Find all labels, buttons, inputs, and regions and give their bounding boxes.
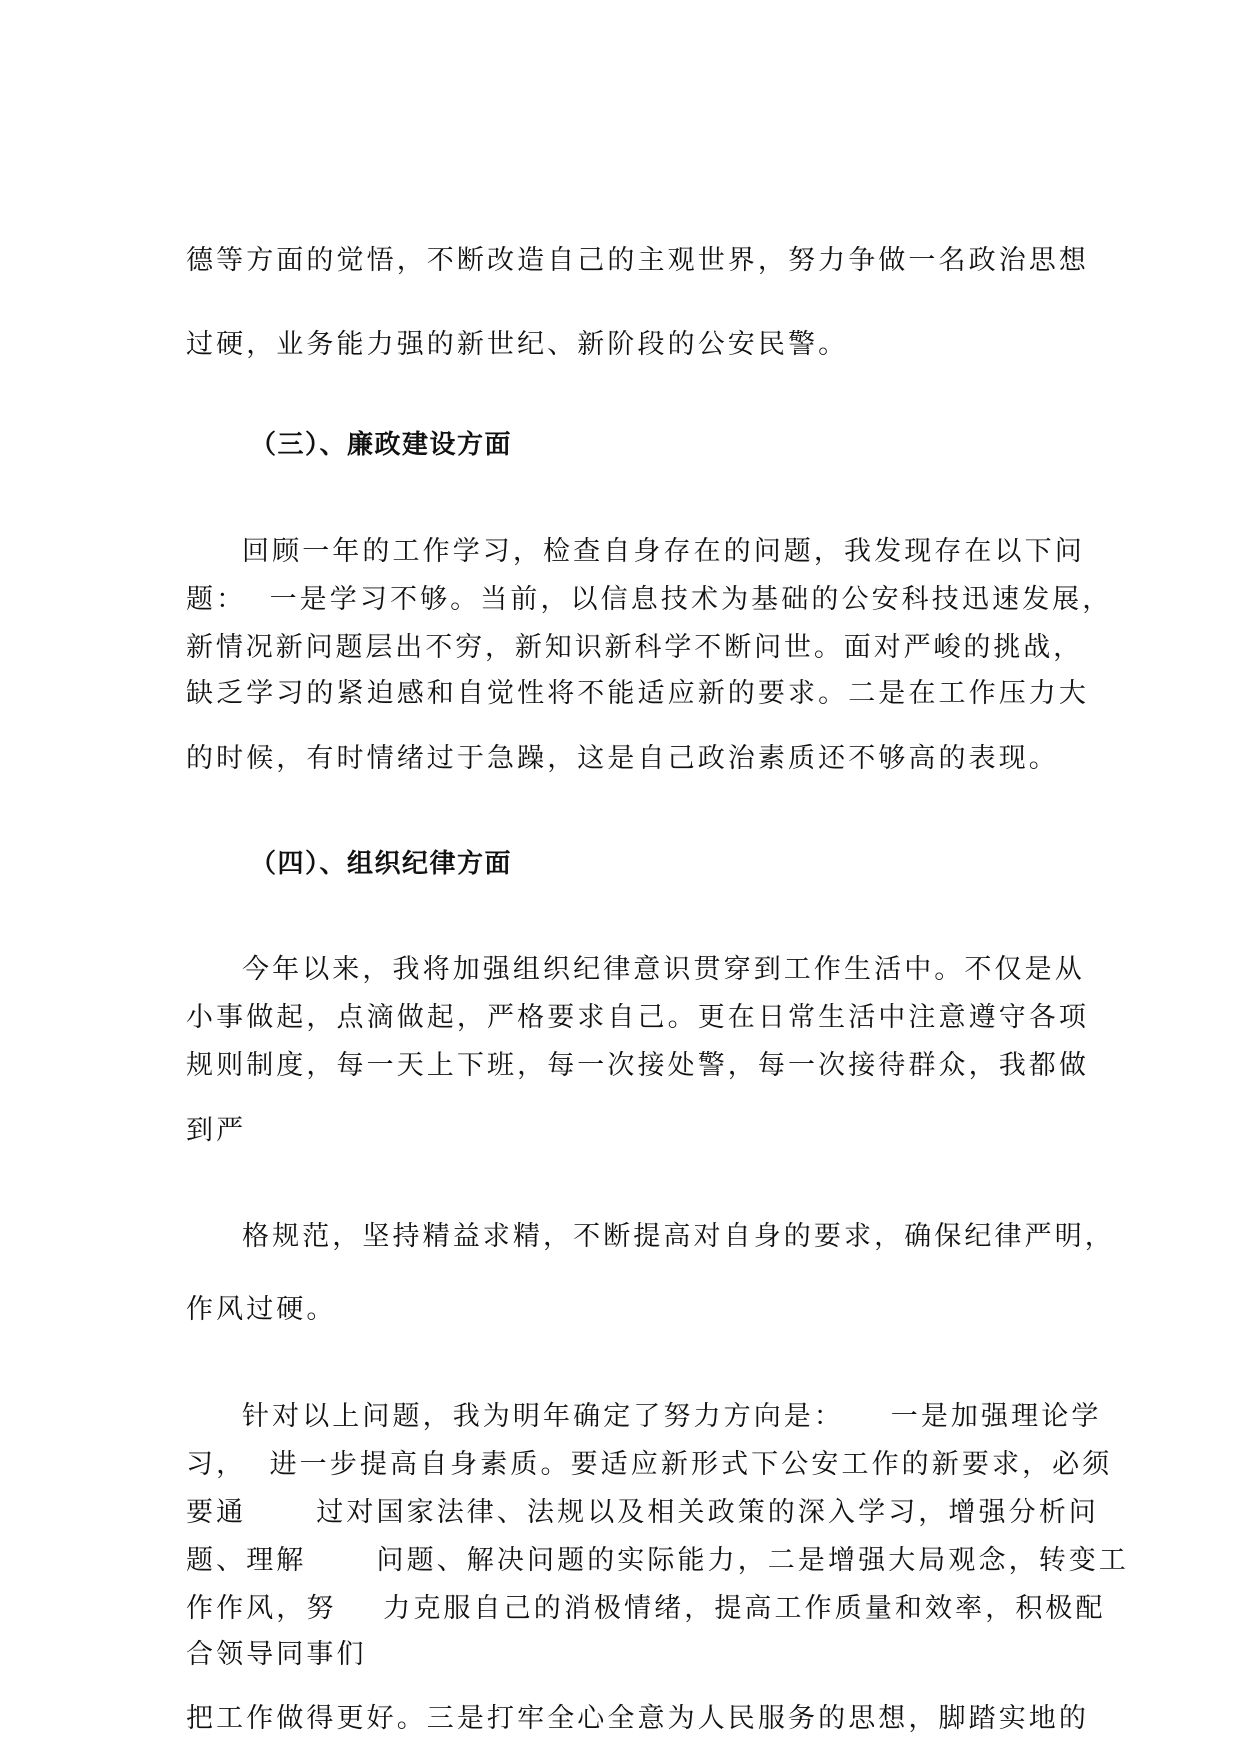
body-line: 题： 一是学习不够。当前，以信息技术为基础的公安科技迅速发展， (186, 584, 1113, 615)
body-line: 小事做起，点滴做起，严格要求自己。更在日常生活中注意遵守各项 (186, 1002, 1089, 1033)
body-line: 缺乏学习的紧迫感和自觉性将不能适应新的要求。二是在工作压力大 (186, 678, 1089, 709)
body-line: 习， 进一步提高自身素质。要适应新形式下公安工作的新要求，必须 (186, 1449, 1113, 1480)
paragraph-first-line: 针对以上问题，我为明年确定了努力方向是： 一是加强理论学 (242, 1401, 1102, 1432)
body-line: 新情况新问题层出不穷，新知识新科学不断问世。面对严峻的挑战， (186, 632, 1083, 663)
body-line: 把工作做得更好。三是打牢全心全意为人民服务的思想，脚踏实地的 (186, 1703, 1089, 1734)
paragraph-first-line: 回顾一年的工作学习，检查自身存在的问题，我发现存在以下问 (242, 536, 1085, 567)
body-line: 合领导同事们 (186, 1639, 367, 1670)
body-line: 过硬，业务能力强的新世纪、新阶段的公安民警。 (186, 329, 849, 360)
body-line: 到严 (186, 1115, 247, 1146)
section-heading-lianzheng: （三）、廉政建设方面 (250, 430, 513, 460)
paragraph-first-line: 今年以来，我将加强组织纪律意识贯穿到工作生活中。不仅是从 (242, 954, 1085, 985)
body-line: 作风过硬。 (186, 1294, 337, 1325)
body-line: 作作风，努 力克服自己的消极情绪，提高工作质量和效率，积极配 (186, 1593, 1106, 1624)
section-heading-zuzhi: （四）、组织纪律方面 (250, 849, 513, 879)
body-line: 规则制度，每一天上下班，每一次接处警，每一次接待群众，我都做 (186, 1050, 1089, 1081)
paragraph-first-line: 格规范，坚持精益求精，不断提高对自身的要求，确保纪律严明， (242, 1221, 1115, 1252)
body-line: 德等方面的觉悟，不断改造自己的主观世界，努力争做一名政治思想 (186, 245, 1089, 276)
body-line: 要通 过对国家法律、法规以及相关政策的深入学习，增强分析问 (186, 1497, 1099, 1528)
body-line: 的时候，有时情绪过于急躁，这是自己政治素质还不够高的表现。 (186, 743, 1059, 774)
body-line: 题、理解 问题、解决问题的实际能力，二是增强大局观念，转变工 (186, 1545, 1129, 1576)
